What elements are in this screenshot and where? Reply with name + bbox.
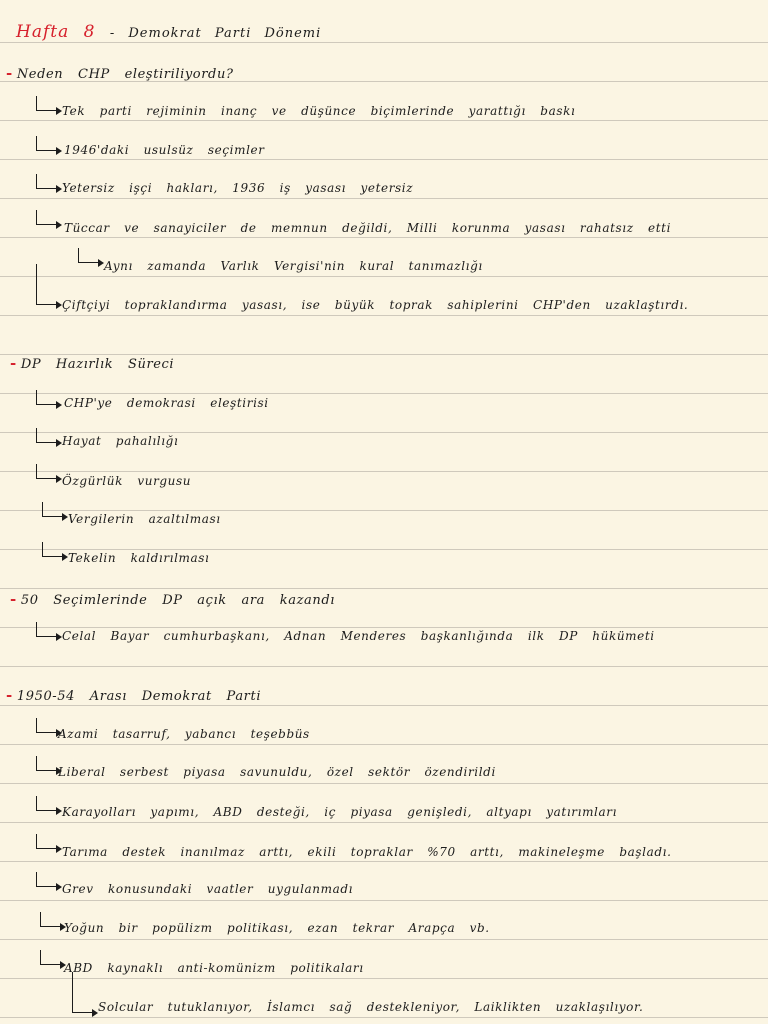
- note-item: Özgürlük vurgusu: [62, 474, 192, 488]
- section-heading: - 50 Seçimlerinde DP açık ara kazandı: [10, 590, 336, 608]
- arrow-icon: [36, 756, 57, 771]
- arrow-icon: [36, 264, 57, 305]
- note-item: CHP'ye demokrasi eleştirisi: [64, 396, 269, 410]
- note-item: ABD kaynaklı anti-komünizm politikaları: [64, 961, 364, 975]
- page-title-main: Hafta 8: [16, 22, 96, 42]
- arrow-icon: [40, 950, 61, 965]
- note-item: Karayolları yapımı, ABD desteği, iç piyasa genişledi, altyapı yatırımları: [62, 805, 618, 819]
- red-dash-icon: -: [10, 590, 17, 608]
- arrow-icon: [42, 502, 63, 517]
- arrow-icon: [36, 96, 57, 111]
- page-title: [16, 22, 321, 42]
- note-item: Yetersiz işçi hakları, 1936 iş yasası yetersiz: [62, 181, 414, 195]
- note-item: Tüccar ve sanayiciler de memnun değildi, Milli korunma yasası rahatsız etti: [64, 221, 672, 235]
- note-item: Azami tasarruf, yabancı teşebbüs: [58, 727, 310, 741]
- note-item: Vergilerin azaltılması: [68, 512, 221, 526]
- section-heading: - Neden CHP eleştiriliyordu?: [6, 64, 234, 82]
- note-item: Grev konusundaki vaatler uygulanmadı: [62, 882, 354, 896]
- section-heading: - DP Hazırlık Süreci: [10, 354, 175, 372]
- note-item: Hayat pahalılığı: [62, 434, 179, 448]
- page-title-rest: - Demokrat Parti Dönemi: [109, 26, 322, 41]
- arrow-icon: [36, 622, 57, 637]
- arrow-icon: [36, 390, 57, 405]
- note-item: Tekelin kaldırılması: [68, 551, 210, 565]
- note-item: Tek parti rejiminin inanç ve düşünce biçimlerinde yarattığı baskı: [62, 104, 576, 118]
- arrow-icon: [36, 210, 57, 225]
- note-item: 1946'daki usulsüz seçimler: [64, 143, 265, 157]
- arrow-icon: [72, 972, 93, 1013]
- section-heading: - 1950-54 Arası Demokrat Parti: [6, 686, 262, 704]
- note-item: Solcular tutuklanıyor, İslamcı sağ destekleniyor, Laiklikten uzaklaşılıyor.: [98, 1000, 644, 1014]
- note-item: Tarıma destek inanılmaz arttı, ekili topraklar %70 arttı, makineleşme başladı.: [62, 845, 672, 859]
- arrow-icon: [36, 174, 57, 189]
- arrow-icon: [78, 248, 99, 263]
- arrow-icon: [36, 834, 57, 849]
- arrow-icon: [42, 542, 63, 557]
- arrow-icon: [36, 464, 57, 479]
- arrow-icon: [36, 428, 57, 443]
- note-item: Liberal serbest piyasa savunuldu, özel sektör özendirildi: [58, 765, 496, 779]
- note-item: Aynı zamanda Varlık Vergisi'nin kural tanımazlığı: [104, 259, 483, 273]
- red-dash-icon: -: [10, 354, 17, 372]
- note-item: Yoğun bir popülizm politikası, ezan tekrar Arapça vb.: [64, 921, 490, 935]
- arrow-icon: [36, 136, 57, 151]
- arrow-icon: [36, 872, 57, 887]
- note-item: Celal Bayar cumhurbaşkanı, Adnan Menderes başkanlığında ilk DP hükümeti: [62, 629, 655, 643]
- arrow-icon: [36, 718, 57, 733]
- red-dash-icon: -: [6, 64, 13, 82]
- arrow-icon: [36, 796, 57, 811]
- red-dash-icon: -: [6, 686, 13, 704]
- arrow-icon: [40, 912, 61, 927]
- note-item: Çiftçiyi topraklandırma yasası, ise büyük toprak sahiplerini CHP'den uzaklaştırdı.: [62, 298, 689, 312]
